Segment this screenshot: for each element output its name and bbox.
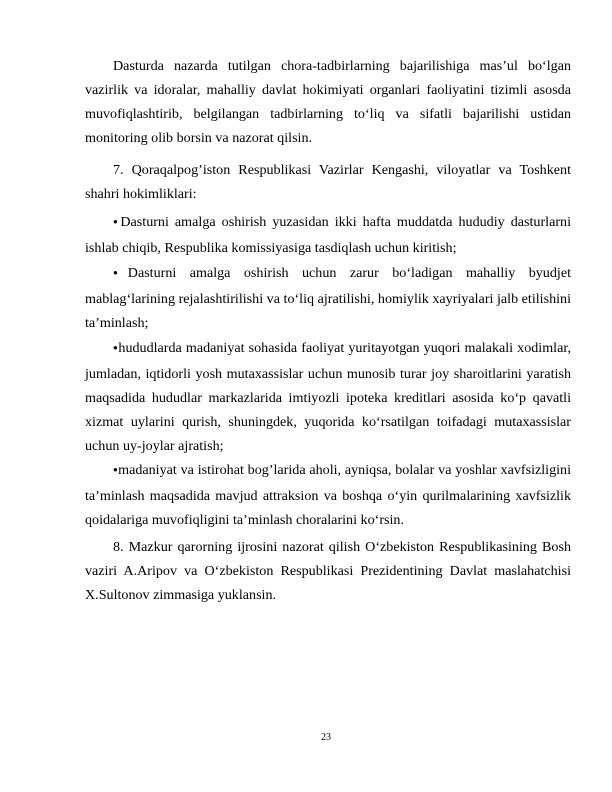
bullet-local-budget: ● Dasturni amalga oshirish uchun zarur bo‘ladigan mahalliy byudjet mablag‘larining rejalashtirilishi va to‘liq ajratilishi, homiylik xayriyalari jalb etilishini ta’minlash; [85, 261, 571, 335]
paragraph-monitoring: Dasturda nazarda tutilgan chora-tadbirlarning bajarilishiga mas’ul bo‘lgan vazirlik va idoralar, mahalliy davlat hokimiyati organlari faoliyatini tizimli asosda muvofiqlashtirib, belgilangan tadbirlarning to‘liq va sifatli bajarilishi ustidan monitoring olib borsin va nazorat qilsin. [85, 58, 571, 146]
paragraph-item-8: 8. Mazkur qarorning ijrosini nazorat qilish O‘zbekiston Respublikasining Bosh vaziri A.Aripov va O‘zbekiston Respublikasi Prezidentining Davlat maslahatchisi X.Sultonov zimmasiga yuklansin. [85, 539, 571, 603]
paragraph-item-7: 7. Qoraqalpog’iston Respublikasi Vazirlar Kengashi, viloyatlar va Toshkent shahri hokimliklari: [85, 162, 571, 202]
page-number: 23 [321, 732, 331, 743]
bullet-regional-programs: ● Dasturni amalga oshirish yuzasidan ikki hafta muddatda hududiy dasturlarni ishlab chiqib, Respublika komissiyasiga tasdiqlash uchun kiritish; [85, 210, 571, 260]
bullet-housing: ● hududlarda madaniyat sohasida faoliyat yuritayotgan yuqori malakali xodimlar, jumladan, iqtidorli yosh mutaxassislar uchun munosib turar joy sharoitlarini yaratish maqsadida hududlar markazlarida imtiyozli ipoteka kreditlari asosida ko‘p qavatli xizmat uylarini qurish, shuningdek, yuqorida ko‘rsatilgan toifadagi mutaxassislar uchun uy-joylar ajratish; [85, 336, 571, 458]
bullet-park-safety: ● madaniyat va istirohat bog’larida aholi, ayniqsa, bolalar va yoshlar xavfsizligini ta’minlash maqsadida mavjud attraksion va boshqa o‘yin qurilmalarining xavfsizlik qoidalariga muvofiqligini ta’minlash choralarini ko‘rsin. [85, 458, 571, 532]
